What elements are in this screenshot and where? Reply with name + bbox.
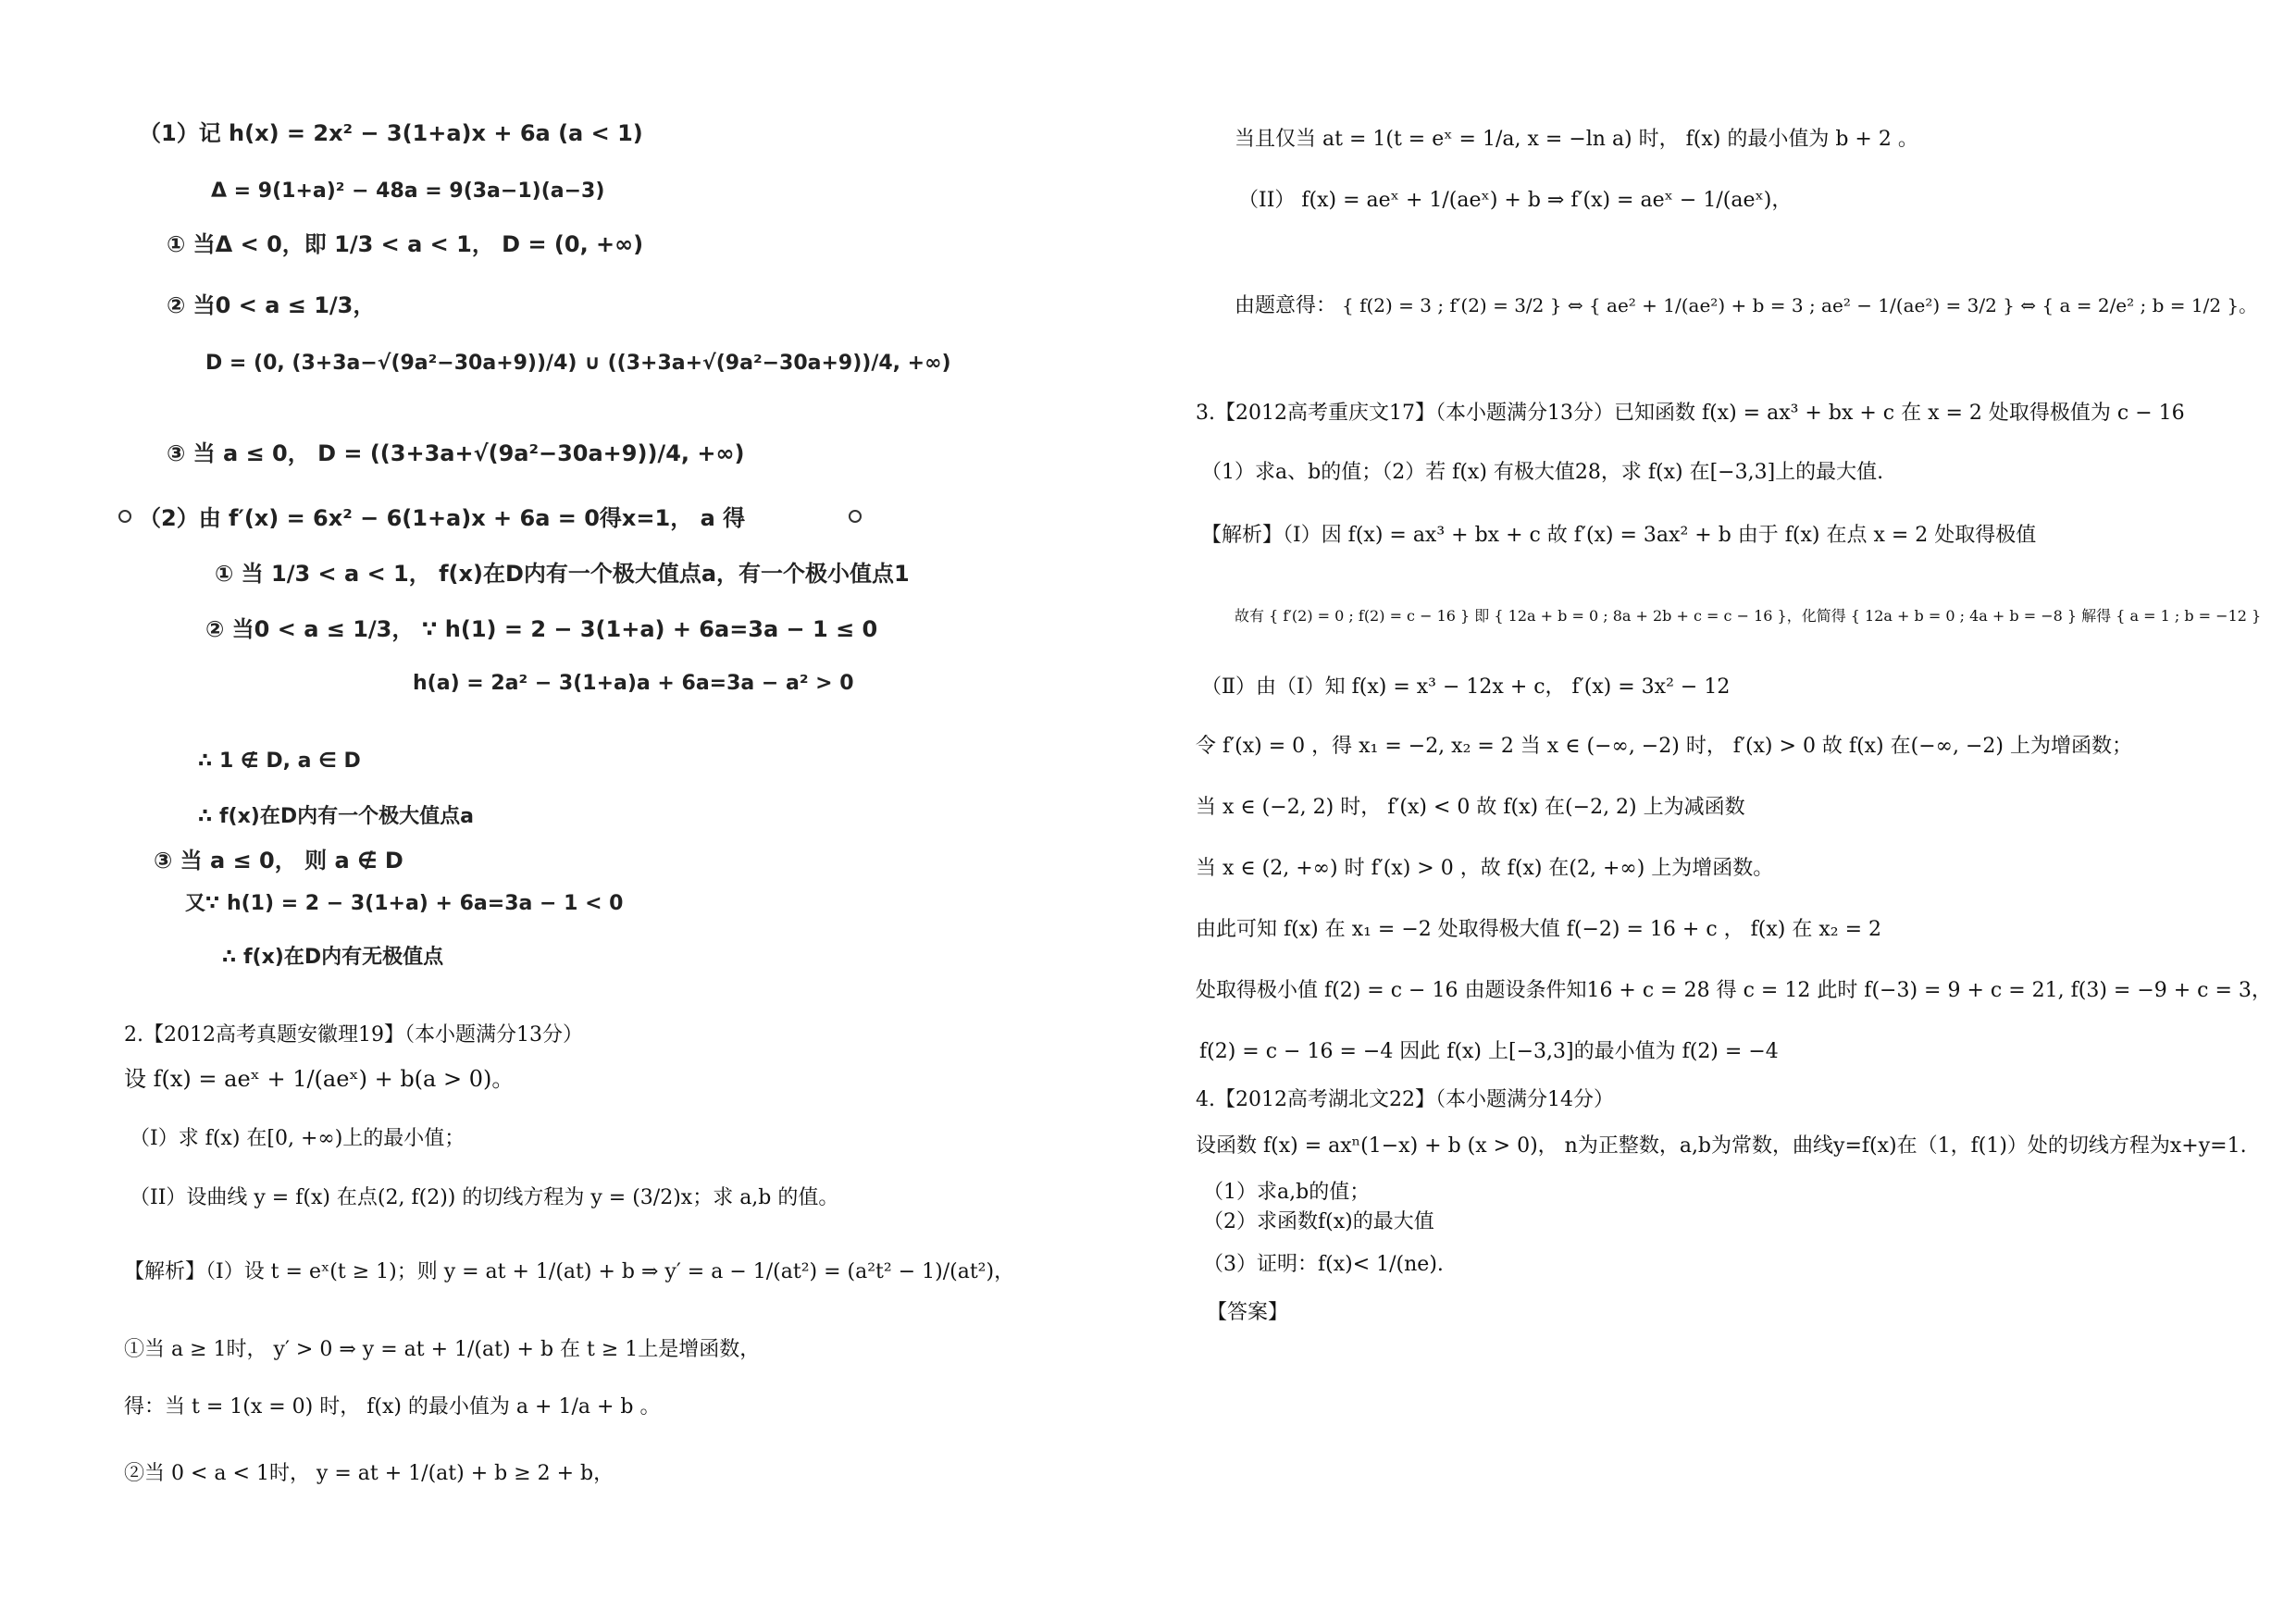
solution-line: （Ⅱ）由（Ⅰ）知 f(x) = x³ − 12x + c， f′(x) = 3x² − 12 bbox=[1201, 675, 1731, 699]
scan-line: ② 当0 < a ≤ 1/3， bbox=[167, 292, 376, 318]
solution-line: 【解析】（Ⅰ）因 f(x) = ax³ + bx + c 故 f′(x) = 3ax² + b 由于 f(x) 在点 x = 2 处取得极值 bbox=[1201, 524, 2037, 547]
solution-line: 当 x ∈ (2, +∞) 时 f′(x) > 0 ，故 f(x) 在(2, +∞) 上为增函数。 bbox=[1196, 857, 1774, 880]
scan-line: h(a) = 2a² − 3(1+a)a + 6a=3a − a² > 0 bbox=[413, 672, 854, 695]
scan-line: ① 当Δ < 0，即 1/3 < a < 1， D = (0, +∞) bbox=[167, 231, 644, 257]
solution-line: f(2) = c − 16 = −4 因此 f(x) 上[−3,3]的最小值为 f(2) = −4 bbox=[1199, 1040, 1779, 1063]
question-line: （1）求a、b的值；（2）若 f(x) 有极大值28，求 f(x) 在[−3,3]上的最大值. bbox=[1201, 461, 1884, 484]
problem-statement: 设函数 f(x) = axⁿ(1−x) + b (x > 0)， n为正整数，a,b为常数，曲线y=f(x)在（1，f(1)）处的切线方程为x+y=1. bbox=[1196, 1134, 2247, 1158]
margin-circle-mark bbox=[118, 510, 131, 523]
question-line: （2）求函数f(x)的最大值 bbox=[1203, 1210, 1434, 1233]
answer-heading: 【答案】 bbox=[1207, 1301, 1289, 1324]
problem-heading: 2.【2012高考真题安徽理19】（本小题满分13分） bbox=[124, 1023, 583, 1047]
question-line: （II）设曲线 y = f(x) 在点(2, f(2)) 的切线方程为 y = (3/2)x；求 a,b 的值。 bbox=[130, 1186, 839, 1209]
scan-line: ② 当0 < a ≤ 1/3， ∵ h(1) = 2 − 3(1+a) + 6a=3a − 1 ≤ 0 bbox=[205, 616, 878, 642]
scan-line: 又∵ h(1) = 2 − 3(1+a) + 6a=3a − 1 < 0 bbox=[185, 892, 624, 915]
solution-line: ②当 0 < a < 1时， y = at + 1/(at) + b ≥ 2 + b， bbox=[124, 1462, 614, 1485]
question-line: （1）求a,b的值； bbox=[1203, 1181, 1371, 1204]
scan-line: ③ 当 a ≤ 0， 则 a ∉ D bbox=[154, 848, 403, 873]
solution-line: （II） f(x) = aeˣ + 1/(aeˣ) + b ⇒ f′(x) = aeˣ − 1/(aeˣ)， bbox=[1238, 189, 1793, 212]
solution-label: 由题意得： bbox=[1235, 294, 1337, 317]
solution-line: ①当 a ≥ 1时， y′ > 0 ⇒ y = at + 1/(at) + b 在 t ≥ 1上是增函数， bbox=[124, 1338, 761, 1361]
solution-line: 当且仅当 at = 1(t = eˣ = 1/a, x = −ln a) 时， f(x) 的最小值为 b + 2 。 bbox=[1235, 128, 1918, 151]
question-line: （3）证明：f(x)< 1/(ne). bbox=[1203, 1253, 1444, 1276]
scan-line: （1）记 h(x) = 2x² − 3(1+a)x + 6a (a < 1) bbox=[139, 120, 643, 146]
question-line: （I）求 f(x) 在[0, +∞)上的最小值； bbox=[130, 1127, 465, 1150]
scan-line: ③ 当 a ≤ 0， D = ((3+3a+√(9a²−30a+9))/4, +∞) bbox=[167, 440, 745, 466]
scan-line: （2）由 f′(x) = 6x² − 6(1+a)x + 6a = 0得x=1， a 得 bbox=[139, 505, 746, 531]
problem-heading: 4.【2012高考湖北文22】（本小题满分14分） bbox=[1196, 1088, 1614, 1111]
scan-line: ∴ f(x)在D内有无极值点 bbox=[222, 946, 444, 969]
problem-heading: 3.【2012高考重庆文17】（本小题满分13分）已知函数 f(x) = ax³ + bx + c 在 x = 2 处取得极值为 c − 16 bbox=[1196, 402, 2185, 425]
solution-line: 令 f′(x) = 0 ，得 x₁ = −2, x₂ = 2 当 x ∈ (−∞, −2) 时， f′(x) > 0 故 f(x) 在(−∞, −2) 上为增函数； bbox=[1196, 735, 2132, 758]
scan-line: ∴ f(x)在D内有一个极大值点a bbox=[198, 805, 474, 828]
problem-statement: 设 f(x) = aeˣ + 1/(aeˣ) + b(a > 0)。 bbox=[124, 1066, 515, 1092]
solution-line: 当 x ∈ (−2, 2) 时， f′(x) < 0 故 f(x) 在(−2, 2) 上为减函数 bbox=[1196, 796, 1745, 819]
equation-system: { f(2) = 3 ; f′(2) = 3/2 } ⇔ { ae² + 1/(ae²) + b = 3 ; ae² − 1/(ae²) = 3/2 } ⇔ { a = 2/e² ; b = 1/2 }。 bbox=[1342, 294, 2258, 316]
equation-system: 故有 { f′(2) = 0 ; f(2) = c − 16 } 即 { 12a + b = 0 ; 8a + 2b + c = c − 16 }，化简得 { 12a + b = 0 ; 4a + b = −8 } 解得 { a = 1 ; b = −12 } bbox=[1235, 607, 2262, 625]
scan-line: Δ = 9(1+a)² − 48a = 9(3a−1)(a−3) bbox=[211, 180, 605, 203]
scan-line: ① 当 1/3 < a < 1， f(x)在D内有一个极大值点a，有一个极小值点1 bbox=[215, 561, 910, 587]
scan-line: ∴ 1 ∉ D, a ∈ D bbox=[198, 750, 361, 773]
solution-line: 得：当 t = 1(x = 0) 时， f(x) 的最小值为 a + 1/a + b 。 bbox=[124, 1395, 661, 1419]
margin-circle-mark bbox=[849, 510, 862, 523]
scan-line: D = (0, (3+3a−√(9a²−30a+9))/4) ∪ ((3+3a+√(9a²−30a+9))/4, +∞) bbox=[205, 352, 951, 375]
solution-line: 【解析】（I）设 t = eˣ(t ≥ 1)；则 y = at + 1/(at) + b ⇒ y′ = a − 1/(at²) = (a²t² − 1)/(at²)， bbox=[124, 1260, 1015, 1283]
solution-line: 由此可知 f(x) 在 x₁ = −2 处取得极大值 f(−2) = 16 + c ， f(x) 在 x₂ = 2 bbox=[1196, 918, 1881, 941]
solution-line: 处取得极小值 f(2) = c − 16 由题设条件知16 + c = 28 得 c = 12 此时 f(−3) = 9 + c = 21, f(3) = −9 + c = 3， bbox=[1196, 979, 2272, 1002]
